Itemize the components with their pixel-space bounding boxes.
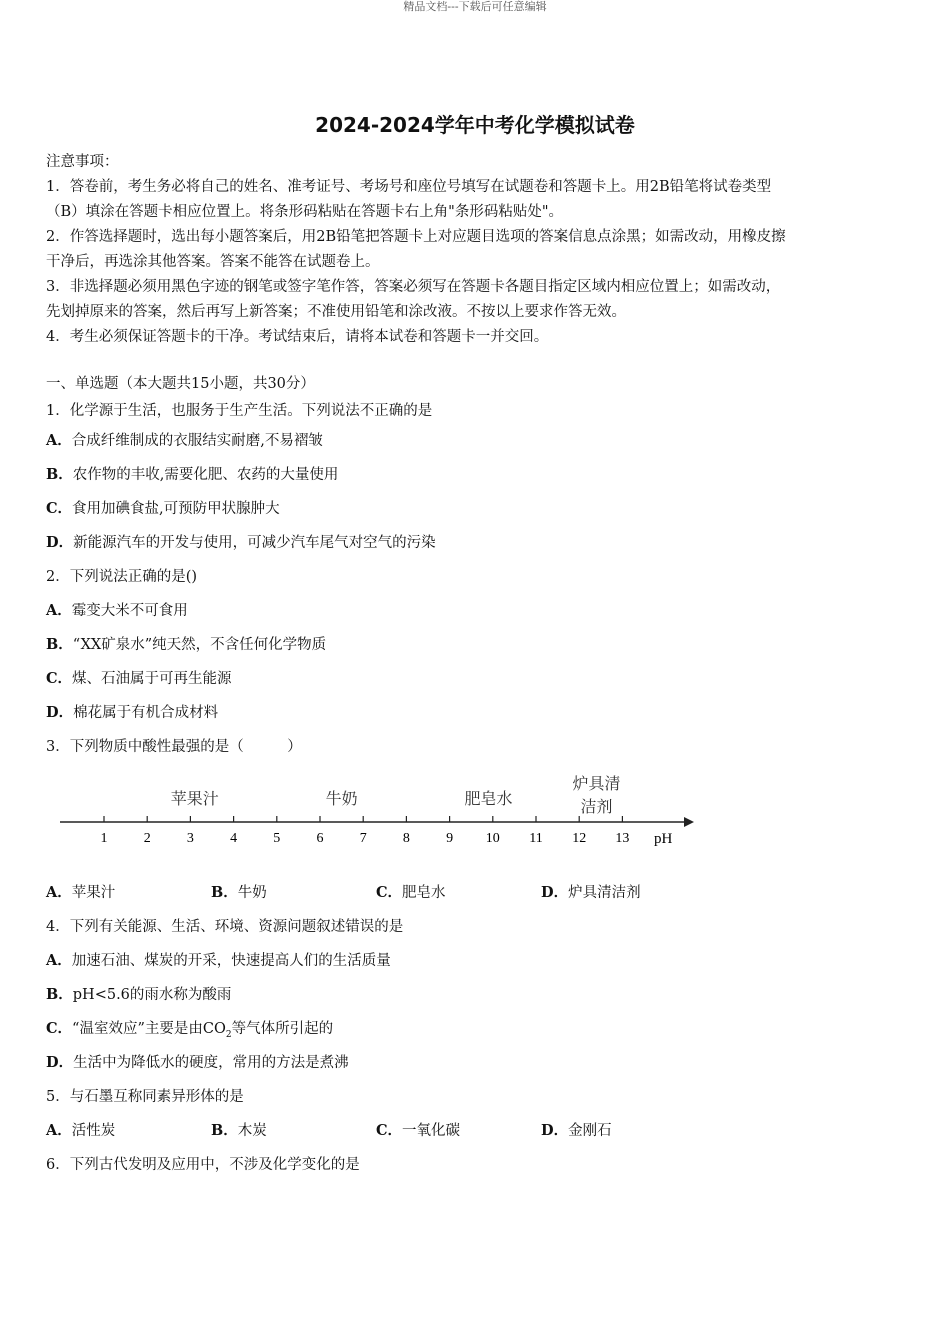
option-1a: A．合成纤维制成的衣服结实耐磨,不易褶皱 (46, 432, 323, 449)
option-2c: C．煤、石油属于可再生能源 (46, 670, 232, 687)
section-heading: 一、单选题（本大题共15小题，共30分） (46, 376, 315, 392)
notice-line: 2．作答选择题时，选出每小题答案后，用2B铅笔把答题卡上对应题目选项的答案信息点涂黑；如需改动，用橡皮擦 (46, 229, 786, 245)
page-title: 2024-2024学年中考化学模拟试卷 (315, 113, 635, 137)
option-1c: C．食用加碘食盐,可预防甲状腺肿大 (46, 500, 280, 517)
ph-tick-label: 4 (230, 831, 238, 846)
option-5a: A．活性炭 (46, 1122, 116, 1139)
option-5b: B．木炭 (211, 1122, 267, 1139)
ph-tick-label: 7 (359, 831, 367, 846)
notice-line: 3．非选择题必须用黑色字迹的钢笔或签字笔作答，答案必须写在答题卡各题目指定区域内相应位置上；如需改动， (46, 279, 781, 295)
ph-tick-label: 6 (316, 831, 324, 846)
option-4b: B．pH<5.6的雨水称为酸雨 (46, 986, 232, 1003)
ph-axis-arrow-icon (684, 817, 694, 827)
option-4d: D．生活中为降低水的硬度，常用的方法是煮沸 (46, 1054, 349, 1071)
ph-substance-label: 牛奶 (325, 789, 358, 808)
option-3a: A．苹果汁 (46, 884, 116, 901)
ph-substance-label-line2: 洁剂 (580, 797, 613, 816)
ph-tick-label: 11 (529, 831, 543, 846)
ph-tick-label: 9 (446, 831, 454, 846)
ph-tick-label: 8 (402, 831, 410, 846)
question-stem-4: 4．下列有关能源、生活、环境、资源问题叙述错误的是 (46, 919, 404, 935)
question-stem-2: 2．下列说法正确的是() (46, 569, 198, 585)
option-4a: A．加速石油、煤炭的开采，快速提高人们的生活质量 (46, 952, 391, 969)
question-stem-5: 5．与石墨互称同素异形体的是 (46, 1089, 244, 1105)
option-1d: D．新能源汽车的开发与使用，可减少汽车尾气对空气的污染 (46, 534, 436, 551)
ph-scale-figure (58, 770, 698, 854)
ph-tick-label: 13 (615, 831, 630, 846)
ph-tick-label: 5 (273, 831, 281, 846)
ph-substance-label: 肥皂水 (464, 789, 513, 808)
ph-tick-label: 2 (143, 831, 151, 846)
option-2d: D．棉花属于有机合成材料 (46, 704, 219, 721)
ph-substance-label: 炉具清 (572, 774, 621, 793)
question-stem-6: 6．下列古代发明及应用中，不涉及化学变化的是 (46, 1157, 360, 1173)
option-5c: C．一氧化碳 (376, 1122, 461, 1139)
option-3b: B．牛奶 (211, 884, 267, 901)
notice-heading: 注意事项： (46, 154, 119, 170)
ph-tick-label: 10 (485, 831, 500, 846)
notice-line: 干净后，再选涂其他答案。答案不能答在试题卷上。 (46, 254, 380, 270)
option-4c: C．“温室效应”主要是由$CO_2$等气体所引起的 (46, 1020, 334, 1040)
questions-block-2 (46, 876, 906, 1182)
questions-block-1 (46, 370, 906, 764)
ph-tick-label: 12 (572, 831, 587, 846)
ph-tick-label: 1 (100, 831, 108, 846)
notice-line: 先划掉原来的答案，然后再写上新答案；不准使用铅笔和涂改液。不按以上要求作答无效。 (46, 304, 626, 320)
option-2b: B．“XX矿泉水”纯天然，不含任何化学物质 (46, 636, 327, 653)
ph-unit-label: pH (654, 831, 673, 847)
page-header: 精品文档---下载后可任意编辑 (403, 0, 547, 13)
notice-line: （B）填涂在答题卡相应位置上。将条形码粘贴在答题卡右上角"条形码粘贴处"。 (46, 204, 563, 220)
notice-line: 4．考生必须保证答题卡的干净。考试结束后，请将本试卷和答题卡一并交回。 (46, 329, 549, 345)
option-3d: D．炉具清洁剂 (541, 884, 641, 901)
option-1b: B．农作物的丰收,需要化肥、农药的大量使用 (46, 466, 339, 483)
ph-substance-label: 苹果汁 (170, 789, 219, 808)
options-row-5 (46, 1114, 906, 1148)
notice-block (46, 150, 906, 350)
ph-tick-label: 3 (186, 831, 194, 846)
question-stem-3: 3．下列物质中酸性最强的是（ ） (46, 739, 302, 755)
notice-line: 1．答卷前，考生务必将自己的姓名、准考证号、考场号和座位号填写在试题卷和答题卡上。用2B铅笔将试卷类型 (46, 179, 772, 195)
option-2a: A．霉变大米不可食用 (46, 602, 188, 619)
options-row-3 (46, 876, 906, 910)
question-stem-1: 1．化学源于生活，也服务于生产生活。下列说法不正确的是 (46, 403, 433, 419)
option-3c: C．肥皂水 (376, 884, 446, 901)
option-5d: D．金刚石 (541, 1122, 612, 1139)
